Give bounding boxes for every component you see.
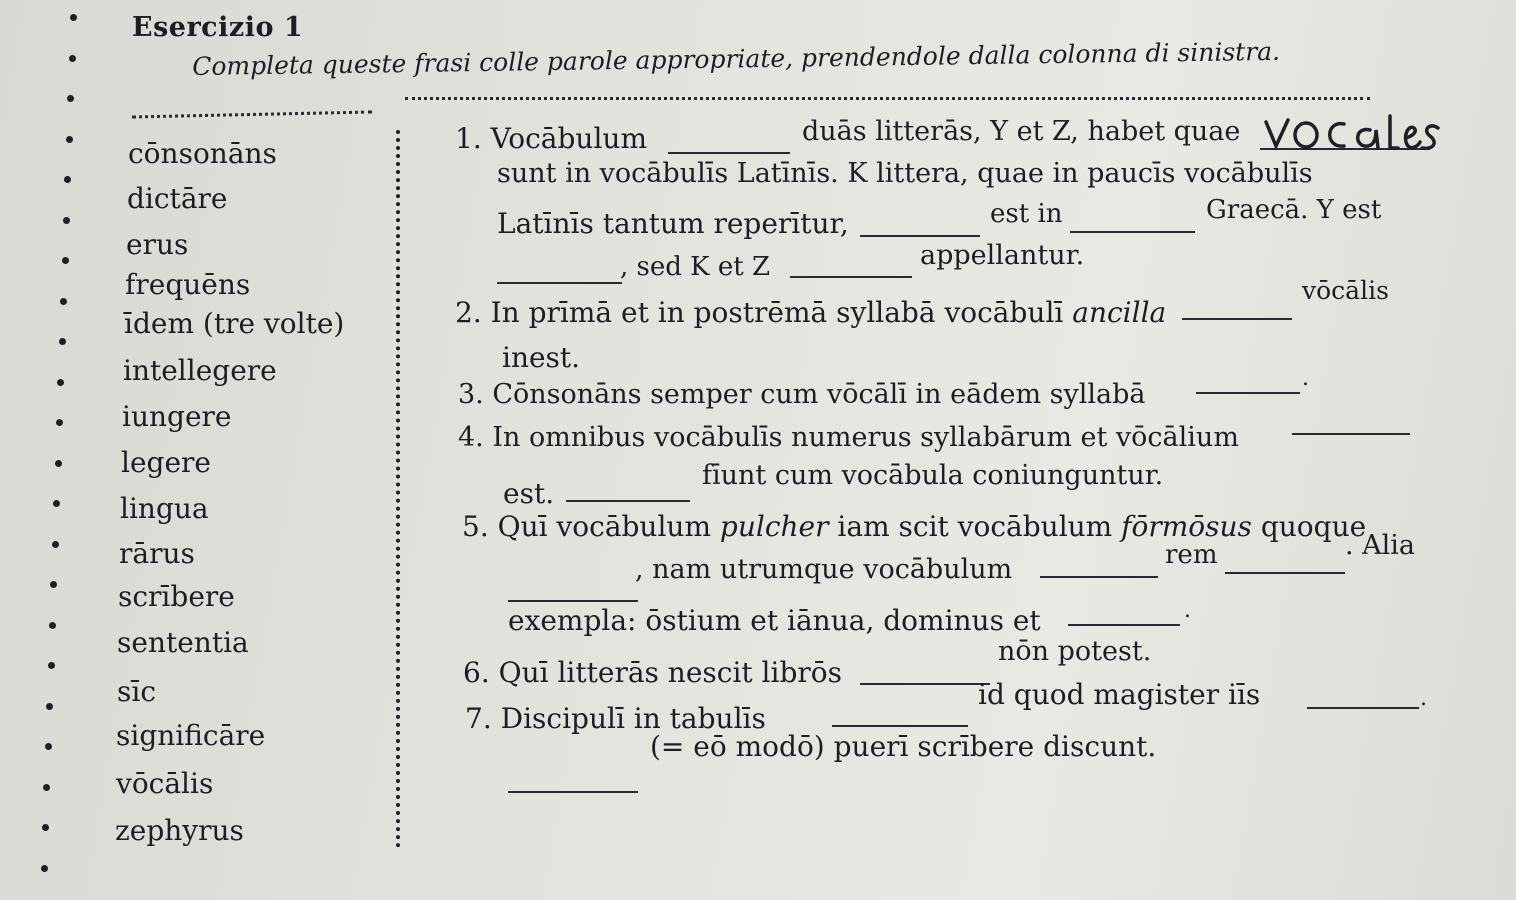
column-divider	[396, 130, 400, 848]
binder-hole	[69, 55, 76, 62]
binder-hole	[42, 824, 49, 831]
word-list-item: dictāre	[127, 182, 228, 215]
answer-blank[interactable]	[497, 282, 622, 284]
binder-hole	[63, 217, 70, 224]
sentence-text	[462, 510, 1366, 543]
word-list-item: zephyrus	[115, 814, 244, 847]
sentence-text: , nam utrumque vocābulum	[635, 554, 1013, 585]
word-list-item: scrībere	[118, 580, 235, 613]
word-list-item: intellegere	[123, 354, 277, 387]
answer-blank[interactable]	[1196, 392, 1300, 394]
divider-right	[405, 97, 1370, 100]
word-list-item: erus	[126, 228, 189, 261]
binder-hole	[52, 541, 59, 548]
sentence-part: quoque	[1260, 510, 1367, 543]
sentence-text: .	[1420, 686, 1427, 711]
binder-hole	[70, 14, 77, 21]
binder-hole	[55, 460, 62, 467]
sentence-text: duās litterās, Y et Z, habet quae	[802, 116, 1241, 147]
binder-hole	[66, 136, 73, 143]
binder-hole	[56, 419, 63, 426]
sentence-text: rem	[1165, 540, 1218, 570]
binder-hole	[48, 662, 55, 669]
binder-hole	[60, 298, 67, 305]
binder-hole	[41, 865, 48, 872]
sentence-text: est in	[990, 199, 1063, 229]
sentence-text: .	[1184, 598, 1191, 623]
handwritten-vocales	[1262, 108, 1442, 154]
answer-blank[interactable]	[790, 276, 912, 278]
answer-blank[interactable]	[508, 600, 638, 602]
answer-blank[interactable]	[1068, 624, 1180, 626]
word-list-item: iungere	[122, 400, 232, 433]
word-list-item: sīc	[117, 675, 157, 708]
word-list-item: frequēns	[125, 268, 251, 301]
binder-hole	[43, 784, 50, 791]
answer-blank[interactable]	[508, 791, 638, 793]
handwritten-answer	[1262, 108, 1442, 158]
answer-blank[interactable]	[1225, 572, 1345, 574]
binder-holes	[0, 0, 90, 900]
word-list-item: cōnsonāns	[128, 137, 277, 170]
sentence-text: (= eō modō) puerī scrībere discunt.	[650, 730, 1157, 763]
sentence-text: , sed K et Z	[620, 252, 771, 282]
answer-blank[interactable]	[832, 725, 968, 727]
sentence-text	[455, 296, 1166, 329]
word-list-item: significāre	[116, 719, 266, 752]
sentence-text: inest.	[502, 341, 581, 374]
answer-blank[interactable]	[860, 683, 990, 685]
binder-hole	[62, 257, 69, 264]
binder-hole	[59, 338, 66, 345]
answer-blank[interactable]	[1307, 707, 1419, 709]
sentence-text: exempla: ōstium et iānua, dominus et	[508, 604, 1041, 637]
exercise-instruction: Completa queste frasi colle parole appropriate, prendendole dalla colonna di sinistra.	[192, 36, 1281, 81]
italic-word: fōrmōsus	[1121, 510, 1252, 543]
divider-left	[132, 110, 372, 118]
sentence-text: Latīnīs tantum reperītur,	[497, 207, 849, 240]
word-list-item: rārus	[119, 537, 195, 570]
answer-blank[interactable]	[1040, 576, 1158, 578]
answer-blank[interactable]	[668, 152, 790, 154]
answer-blank[interactable]	[566, 500, 690, 502]
sentence-text: 1. Vocābulum	[455, 122, 647, 155]
word-list-item: legere	[121, 446, 211, 479]
sentence-part: 5. Quī vocābulum	[462, 510, 712, 543]
sentence-text: nōn potest.	[998, 636, 1152, 667]
sentence-text: est.	[503, 477, 555, 510]
sentence-text: id quod magister iīs	[978, 678, 1261, 711]
sentence-part: 2. In prīmā et in postrēmā syllabā vocābulī	[455, 296, 1064, 329]
answer-blank[interactable]	[1182, 318, 1292, 320]
sentence-text: vōcālis	[1302, 276, 1389, 305]
sentence-part: iam scit vocābulum	[837, 510, 1113, 543]
binder-hole	[64, 176, 71, 183]
binder-hole	[49, 622, 56, 629]
sentence-text: Graecā. Y est	[1206, 195, 1382, 225]
italic-word: ancilla	[1072, 296, 1167, 329]
italic-word: pulcher	[719, 510, 829, 543]
sentence-text: 6. Quī litterās nescit librōs	[463, 656, 842, 689]
binder-hole	[53, 500, 60, 507]
binder-hole	[46, 703, 53, 710]
word-list-item: sententia	[117, 626, 249, 659]
word-list-item: vōcālis	[116, 767, 214, 800]
binder-hole	[45, 743, 52, 750]
answer-blank[interactable]	[860, 235, 980, 237]
sentence-text: 3. Cōnsonāns semper cum vōcālī in eādem syllabā	[458, 379, 1146, 410]
sentence-text: . Alia	[1345, 530, 1416, 561]
binder-hole	[67, 95, 74, 102]
answer-blank[interactable]	[1070, 231, 1195, 233]
word-list-item: lingua	[120, 492, 209, 525]
binder-hole	[50, 581, 57, 588]
sentence-text: 7. Discipulī in tabulīs	[465, 702, 766, 735]
answer-blank[interactable]	[1292, 433, 1410, 435]
binder-hole	[57, 379, 64, 386]
exercise-title: Esercizio 1	[132, 12, 304, 43]
sentence-text: fīunt cum vocābula coniunguntur.	[702, 460, 1164, 491]
sentence-text: 4. In omnibus vocābulīs numerus syllabārum et vōcālium	[458, 422, 1239, 453]
sentence-text: sunt in vocābulīs Latīnīs. K littera, quae in paucīs vocābulīs	[497, 158, 1313, 189]
word-list-item: īdem (tre volte)	[124, 307, 345, 340]
sentence-text: .	[1302, 366, 1309, 391]
sentence-text: appellantur.	[920, 240, 1085, 271]
